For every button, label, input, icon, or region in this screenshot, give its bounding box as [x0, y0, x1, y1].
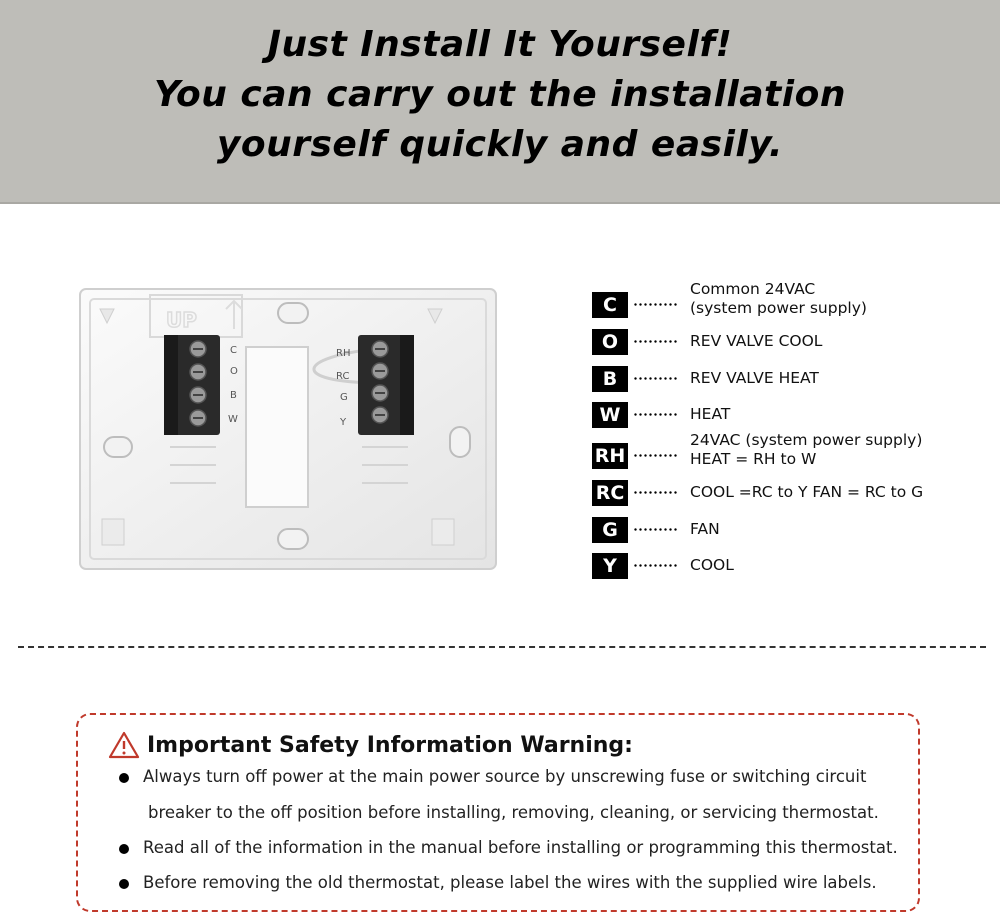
dotted-leader — [633, 303, 679, 306]
corner-clip — [432, 519, 454, 545]
center-wire-opening — [246, 347, 308, 507]
legend-description: FAN — [690, 520, 720, 538]
legend-description: REV VALVE HEAT — [690, 369, 819, 387]
dotted-leader — [633, 528, 679, 531]
terminal-label-left-4: W — [228, 414, 238, 425]
warning-bullet-1-line-1: Always turn off power at the main power source by unscrewing fuse or switching circuit — [143, 767, 867, 786]
mounting-slot-left — [104, 437, 132, 457]
terminal-badge: B — [592, 366, 628, 392]
terminal-badge: W — [592, 402, 628, 428]
legend-description: 24VAC (system power supply) HEAT = RH to W — [690, 431, 923, 468]
warning-bullet-2: Read all of the information in the manual before installing or programming this thermostat. — [143, 838, 898, 857]
terminal-badge: C — [592, 292, 628, 318]
bullet-dot — [119, 773, 129, 783]
banner-subtitle-line-1: You can carry out the installation — [154, 74, 846, 115]
warning-title: Important Safety Information Warning: — [147, 733, 633, 758]
terminal-label-right-1: RH — [336, 348, 351, 359]
terminal-label-left-3: B — [230, 390, 237, 401]
dotted-leader — [633, 377, 679, 380]
legend-description: COOL =RC to Y FAN = RC to G — [690, 483, 924, 501]
terminal-label-right-3: G — [340, 392, 348, 403]
dotted-leader — [633, 413, 679, 416]
terminal-badge: Y — [592, 553, 628, 579]
thermostat-wall-plate — [78, 287, 498, 572]
terminal-badge: G — [592, 517, 628, 543]
terminal-badge: RC — [592, 480, 628, 506]
dotted-leader — [633, 340, 679, 343]
mounting-slot-right — [450, 427, 470, 457]
dotted-leader — [633, 454, 679, 457]
banner-title: Just Install It Yourself! — [267, 24, 733, 65]
legend-description: HEAT — [690, 405, 731, 423]
dotted-leader — [633, 564, 679, 567]
terminal-label-left-2: O — [230, 366, 238, 377]
legend-description: Common 24VAC (system power supply) — [690, 280, 867, 317]
dotted-leader — [633, 491, 679, 494]
terminal-label-left-1: C — [230, 345, 237, 356]
terminal-label-right-4: Y — [340, 417, 347, 428]
terminal-badge: O — [592, 329, 628, 355]
legend-description: COOL — [690, 556, 734, 574]
bullet-dot — [119, 879, 129, 889]
bullet-dot — [119, 844, 129, 854]
terminal-block-left — [164, 335, 220, 435]
mounting-slot-bottom — [278, 529, 308, 549]
warning-triangle-icon — [108, 731, 140, 759]
header-banner — [0, 0, 1000, 204]
warning-bullet-1-line-2: breaker to the off position before installing, removing, cleaning, or servicing thermostat. — [148, 803, 879, 822]
mounting-slot-top — [278, 303, 308, 323]
terminal-label-right-2: RC — [336, 371, 350, 382]
warning-bullet-3: Before removing the old thermostat, please label the wires with the supplied wire labels. — [143, 873, 877, 892]
terminal-block-right — [358, 335, 414, 435]
terminal-badge: RH — [592, 443, 628, 469]
section-divider — [18, 646, 986, 648]
legend-description: REV VALVE COOL — [690, 332, 823, 350]
plate-up-label: UP — [166, 308, 197, 332]
corner-clip — [102, 519, 124, 545]
banner-subtitle-line-2: yourself quickly and easily. — [216, 124, 784, 165]
